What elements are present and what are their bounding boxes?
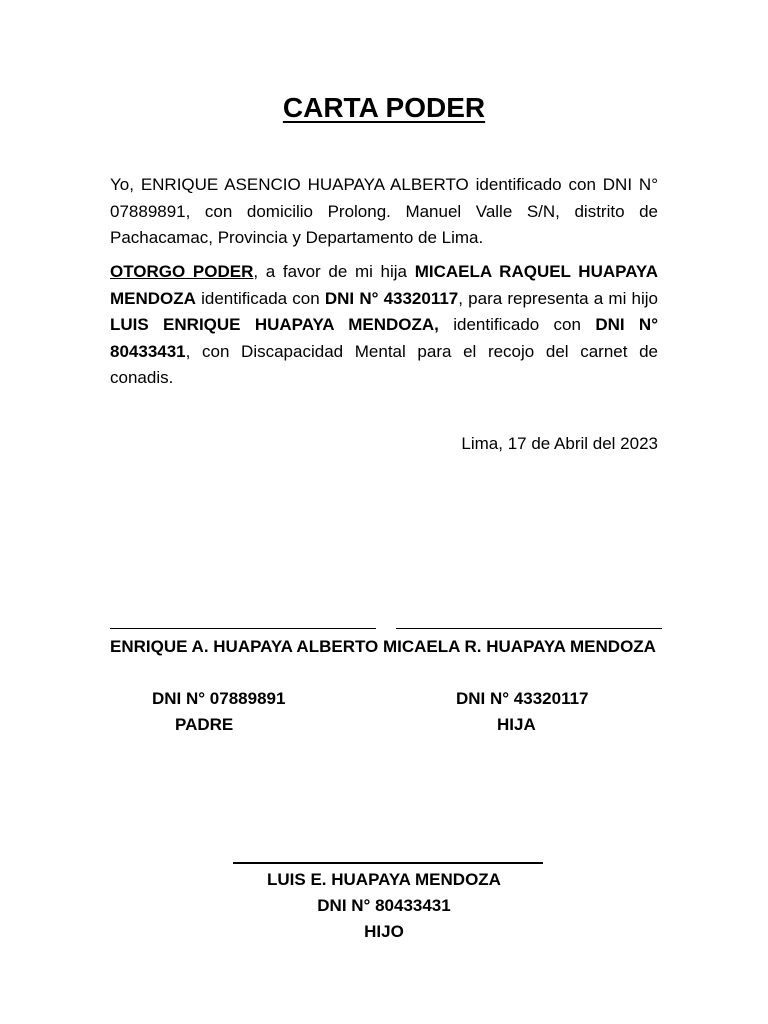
paragraph2-text-3: , para representa a mi hijo [458, 288, 658, 308]
paragraph-power-grant [110, 259, 658, 392]
son-full-name: LUIS ENRIQUE HUAPAYA MENDOZA, [110, 315, 439, 334]
son-role: HIJO [364, 922, 404, 941]
daughter-role: HIJA [497, 715, 536, 734]
son-signature-dni: DNI N° 80433431 [317, 896, 451, 915]
paragraph2-text-4: identificado con [438, 315, 596, 334]
daughter-signature-dni: DNI N° 43320117 [456, 689, 589, 708]
paragraph2-text-5: , con Discapacidad Mental para el recojo del carnet de conadis. [110, 341, 658, 387]
signature-line-son [233, 862, 543, 864]
paragraph2-text-1: , a favor de mi hija [253, 262, 415, 281]
otorgo-poder-label: OTORGO PODER [110, 262, 254, 281]
father-role: PADRE [175, 715, 234, 734]
title-text: CARTA PODER [282, 92, 486, 123]
son-signature-name: LUIS E. HUAPAYA MENDOZA [267, 870, 501, 889]
document-title [0, 88, 768, 128]
paragraph2-text-2: identificada con [195, 288, 325, 308]
daughter-full-name: MICAELA RAQUEL HUAPAYA MENDOZA [110, 262, 658, 308]
daughter-dni: DNI N° 43320117 [324, 288, 459, 308]
paragraph-identification: Yo, ENRIQUE ASENCIO HUAPAYA ALBERTO identificado con DNI N° 07889891, con domicilio Prolong. Manuel Valle S/N, distrito de Pachacamac, Provincia y Departamento de Lima. [110, 175, 658, 247]
father-dni: DNI N° 07889891 [152, 689, 286, 708]
signature-line-father [110, 628, 376, 629]
document-date: Lima, 17 de Abril del 2023 [461, 434, 658, 453]
signature-names: ENRIQUE A. HUAPAYA ALBERTO MICAELA R. HUAPAYA MENDOZA [110, 637, 656, 656]
signature-line-daughter [396, 628, 662, 629]
son-dni: DNI N° 80433431 [110, 315, 658, 361]
